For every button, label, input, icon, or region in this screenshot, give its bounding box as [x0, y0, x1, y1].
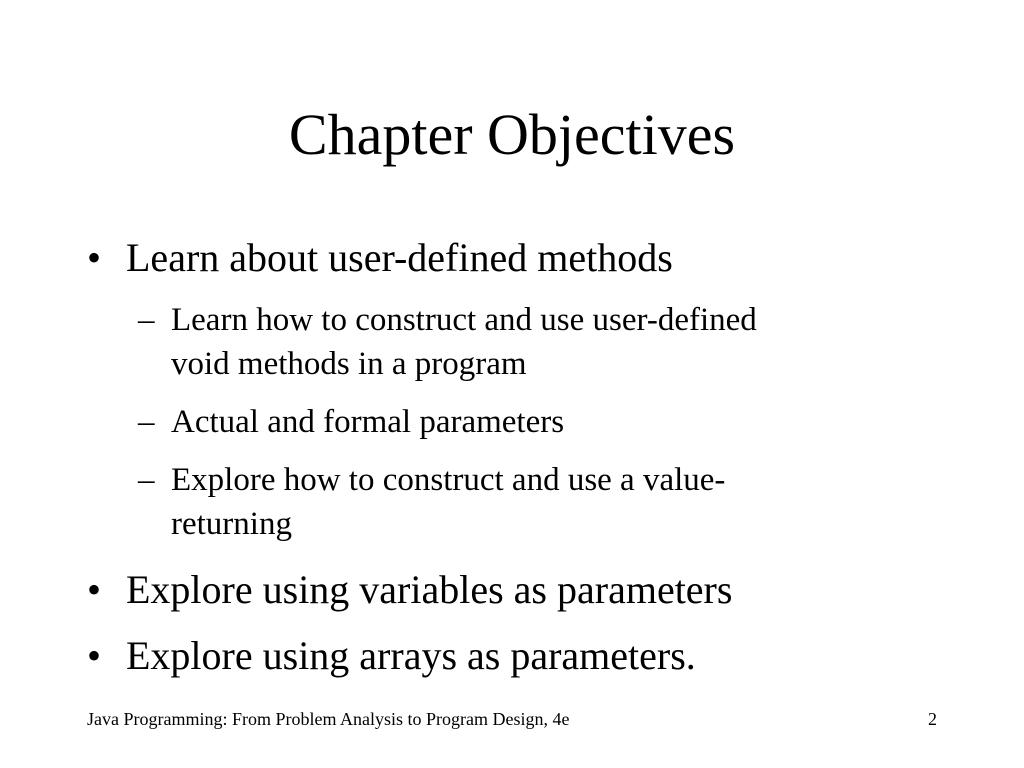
sub-item-line: Explore how to construct and use a value- — [171, 462, 726, 498]
bullet-marker: • — [87, 567, 102, 612]
slide-title: Chapter Objectives — [288, 102, 736, 167]
dash-marker: – — [138, 404, 155, 440]
sub-item-text — [171, 458, 891, 546]
sub-item-line: returning — [171, 506, 292, 542]
bullet-text: Explore using variables as parameters — [126, 567, 733, 612]
sub-item-text: Actual and formal parameters — [171, 404, 565, 440]
dash-marker: – — [138, 462, 155, 498]
bullet-marker: • — [87, 633, 102, 678]
page-number: 2 — [928, 709, 937, 729]
sub-item-line: void methods in a program — [171, 346, 527, 382]
bullet-text: Explore using arrays as parameters. — [126, 633, 696, 678]
dash-marker: – — [138, 302, 155, 338]
sub-item-text — [171, 298, 891, 386]
bullet-text: Learn about user-defined methods — [126, 235, 673, 280]
sub-item-line: Learn how to construct and use user-defined — [171, 302, 757, 338]
footer-text: Java Programming: From Problem Analysis to Program Design, 4e — [87, 709, 570, 729]
bullet-marker: • — [87, 235, 102, 280]
